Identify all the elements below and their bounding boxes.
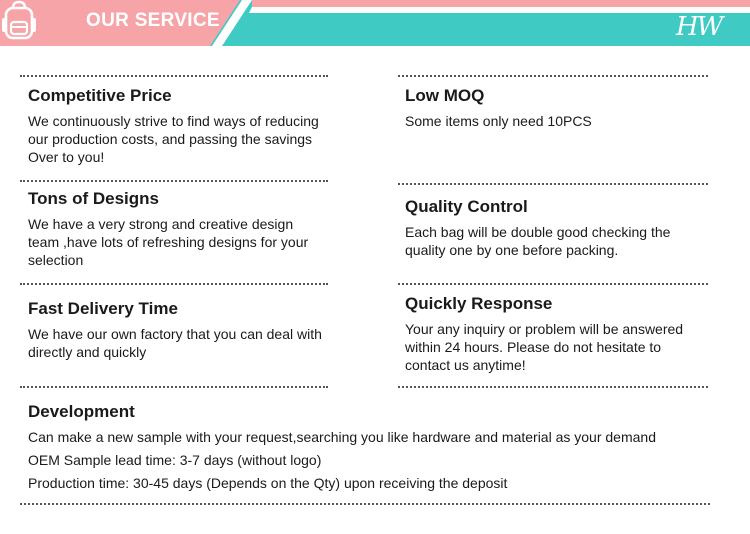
service-competitive-price bbox=[28, 86, 328, 166]
service-title: Low MOQ bbox=[405, 86, 485, 105]
service-description: Each bag will be double good checking the quality one by one before packing. bbox=[405, 224, 671, 258]
divider bbox=[398, 183, 708, 185]
service-description: Your any inquiry or problem will be answered within 24 hours. Please do not hesitate to contact us anytime! bbox=[405, 321, 684, 373]
service-quality-control bbox=[405, 197, 705, 259]
service-description: We continuously strive to find ways of reducing our production costs, and passing the savings Over to you! bbox=[28, 113, 319, 165]
service-fast-delivery bbox=[28, 299, 328, 361]
header-banner bbox=[0, 0, 750, 46]
backpack-icon bbox=[0, 0, 38, 40]
development-line: Production time: 30-45 days (Depends on the Qty) upon receiving the deposit bbox=[28, 475, 508, 491]
service-title: Fast Delivery Time bbox=[28, 299, 178, 318]
service-tons-of-designs bbox=[28, 189, 328, 269]
brand-logo: HW bbox=[676, 12, 722, 42]
service-title: Quickly Response bbox=[405, 294, 553, 313]
service-low-moq bbox=[405, 86, 705, 130]
divider bbox=[398, 283, 708, 285]
divider bbox=[398, 386, 708, 388]
divider bbox=[20, 386, 328, 388]
banner-title: OUR SERVICE bbox=[86, 10, 220, 31]
service-quickly-response bbox=[405, 294, 705, 374]
development-line: OEM Sample lead time: 3-7 days (without logo) bbox=[28, 452, 322, 468]
divider bbox=[20, 180, 328, 182]
service-development bbox=[28, 402, 718, 492]
service-title: Competitive Price bbox=[28, 86, 172, 105]
service-title: Tons of Designs bbox=[28, 189, 159, 208]
divider bbox=[398, 75, 708, 77]
service-description: Some items only need 10PCS bbox=[405, 113, 592, 129]
service-description: We have a very strong and creative design team ,have lots of refreshing designs for your selection bbox=[28, 216, 309, 268]
service-title: Development bbox=[28, 402, 135, 421]
service-description: We have our own factory that you can deal with directly and quickly bbox=[28, 326, 322, 360]
development-line: Can make a new sample with your request,searching you like hardware and material as your demand bbox=[28, 429, 656, 445]
service-title: Quality Control bbox=[405, 197, 528, 216]
divider bbox=[20, 503, 710, 505]
divider bbox=[20, 283, 328, 285]
divider bbox=[20, 75, 328, 77]
